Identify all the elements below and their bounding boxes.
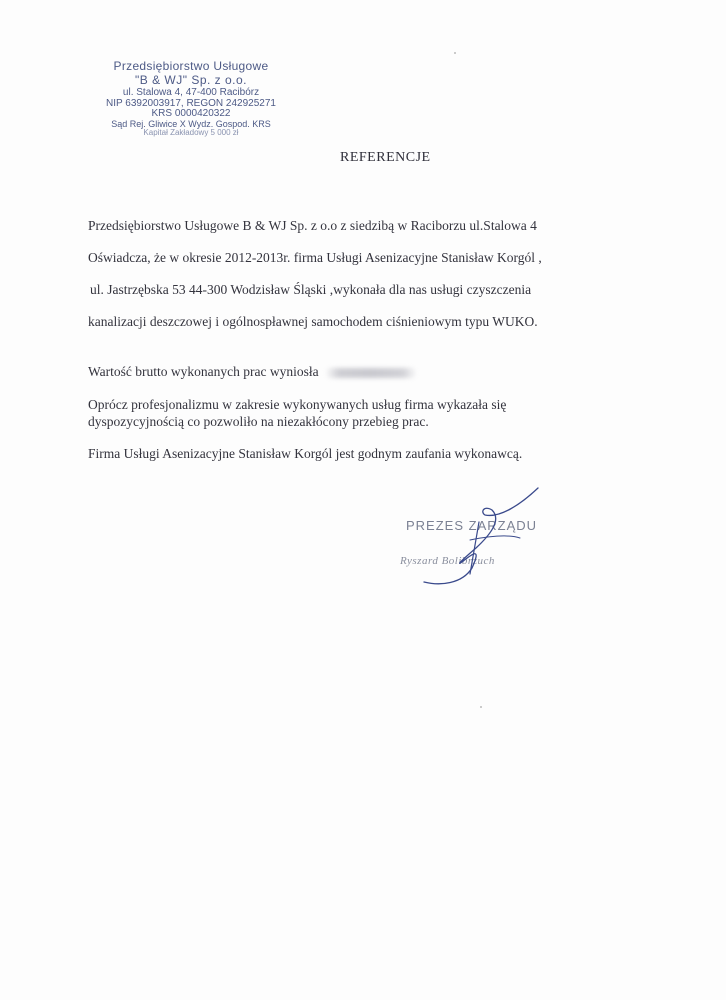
trust-statement: Firma Usługi Asenizacyjne Stanisław Korgól jest godnym zaufania wykonawcą. <box>88 446 523 461</box>
redacted-value <box>325 368 417 378</box>
stamp-court: Sąd Rej. Gliwice X Wydz. Gospod. KRS <box>111 118 271 129</box>
stamp-krs: KRS 0000420322 <box>151 108 231 120</box>
stamp-capital: Kapitał Zakładowy 5 000 zł <box>143 128 239 138</box>
scan-speck <box>480 706 482 708</box>
paragraph-line-3: ul. Jastrzębska 53 44-300 Wodzisław Śląski ,wykonała dla nas usługi czyszczenia <box>90 282 532 297</box>
paragraph-line-1: Przedsiębiorstwo Usługowe B & WJ Sp. z o.o z siedzibą w Raciborzu ul.Stalowa 4 <box>88 218 537 233</box>
paragraph-line-4: kanalizacji deszczowej i ogólnospławnej samochodem ciśnieniowym typu WUKO. <box>88 314 538 329</box>
value-line <box>88 364 417 380</box>
professionalism-line-2: dyspozycyjnością co pozwoliło na niezakłócony przebieg prac. <box>88 414 429 429</box>
value-label: Wartość brutto wykonanych prac wyniosła <box>88 364 319 379</box>
document-title: REFERENCJE <box>340 150 431 165</box>
stamp-nip-regon: NIP 6392003917, REGON 242925271 <box>106 97 276 109</box>
professionalism-line-1: Oprócz profesjonalizmu w zakresie wykonywanych usług firma wykazała się <box>88 397 507 412</box>
company-stamp <box>86 60 296 144</box>
stamp-company-type: Przedsiębiorstwo Usługowe <box>113 60 269 73</box>
scan-speck <box>454 52 456 54</box>
paragraph-line-2: Oświadcza, że w okresie 2012-2013r. firma Usługi Asenizacyjne Stanisław Korgól , <box>88 250 542 265</box>
signature-name-stamp: Ryszard Bolibrzuch <box>400 555 495 567</box>
stamp-company-name: "B & WJ" Sp. z o.o. <box>134 72 248 87</box>
stamp-address: ul. Stalowa 4, 47-400 Racibórz <box>122 87 260 99</box>
signature-title: PREZES ZARZĄDU <box>406 518 538 533</box>
